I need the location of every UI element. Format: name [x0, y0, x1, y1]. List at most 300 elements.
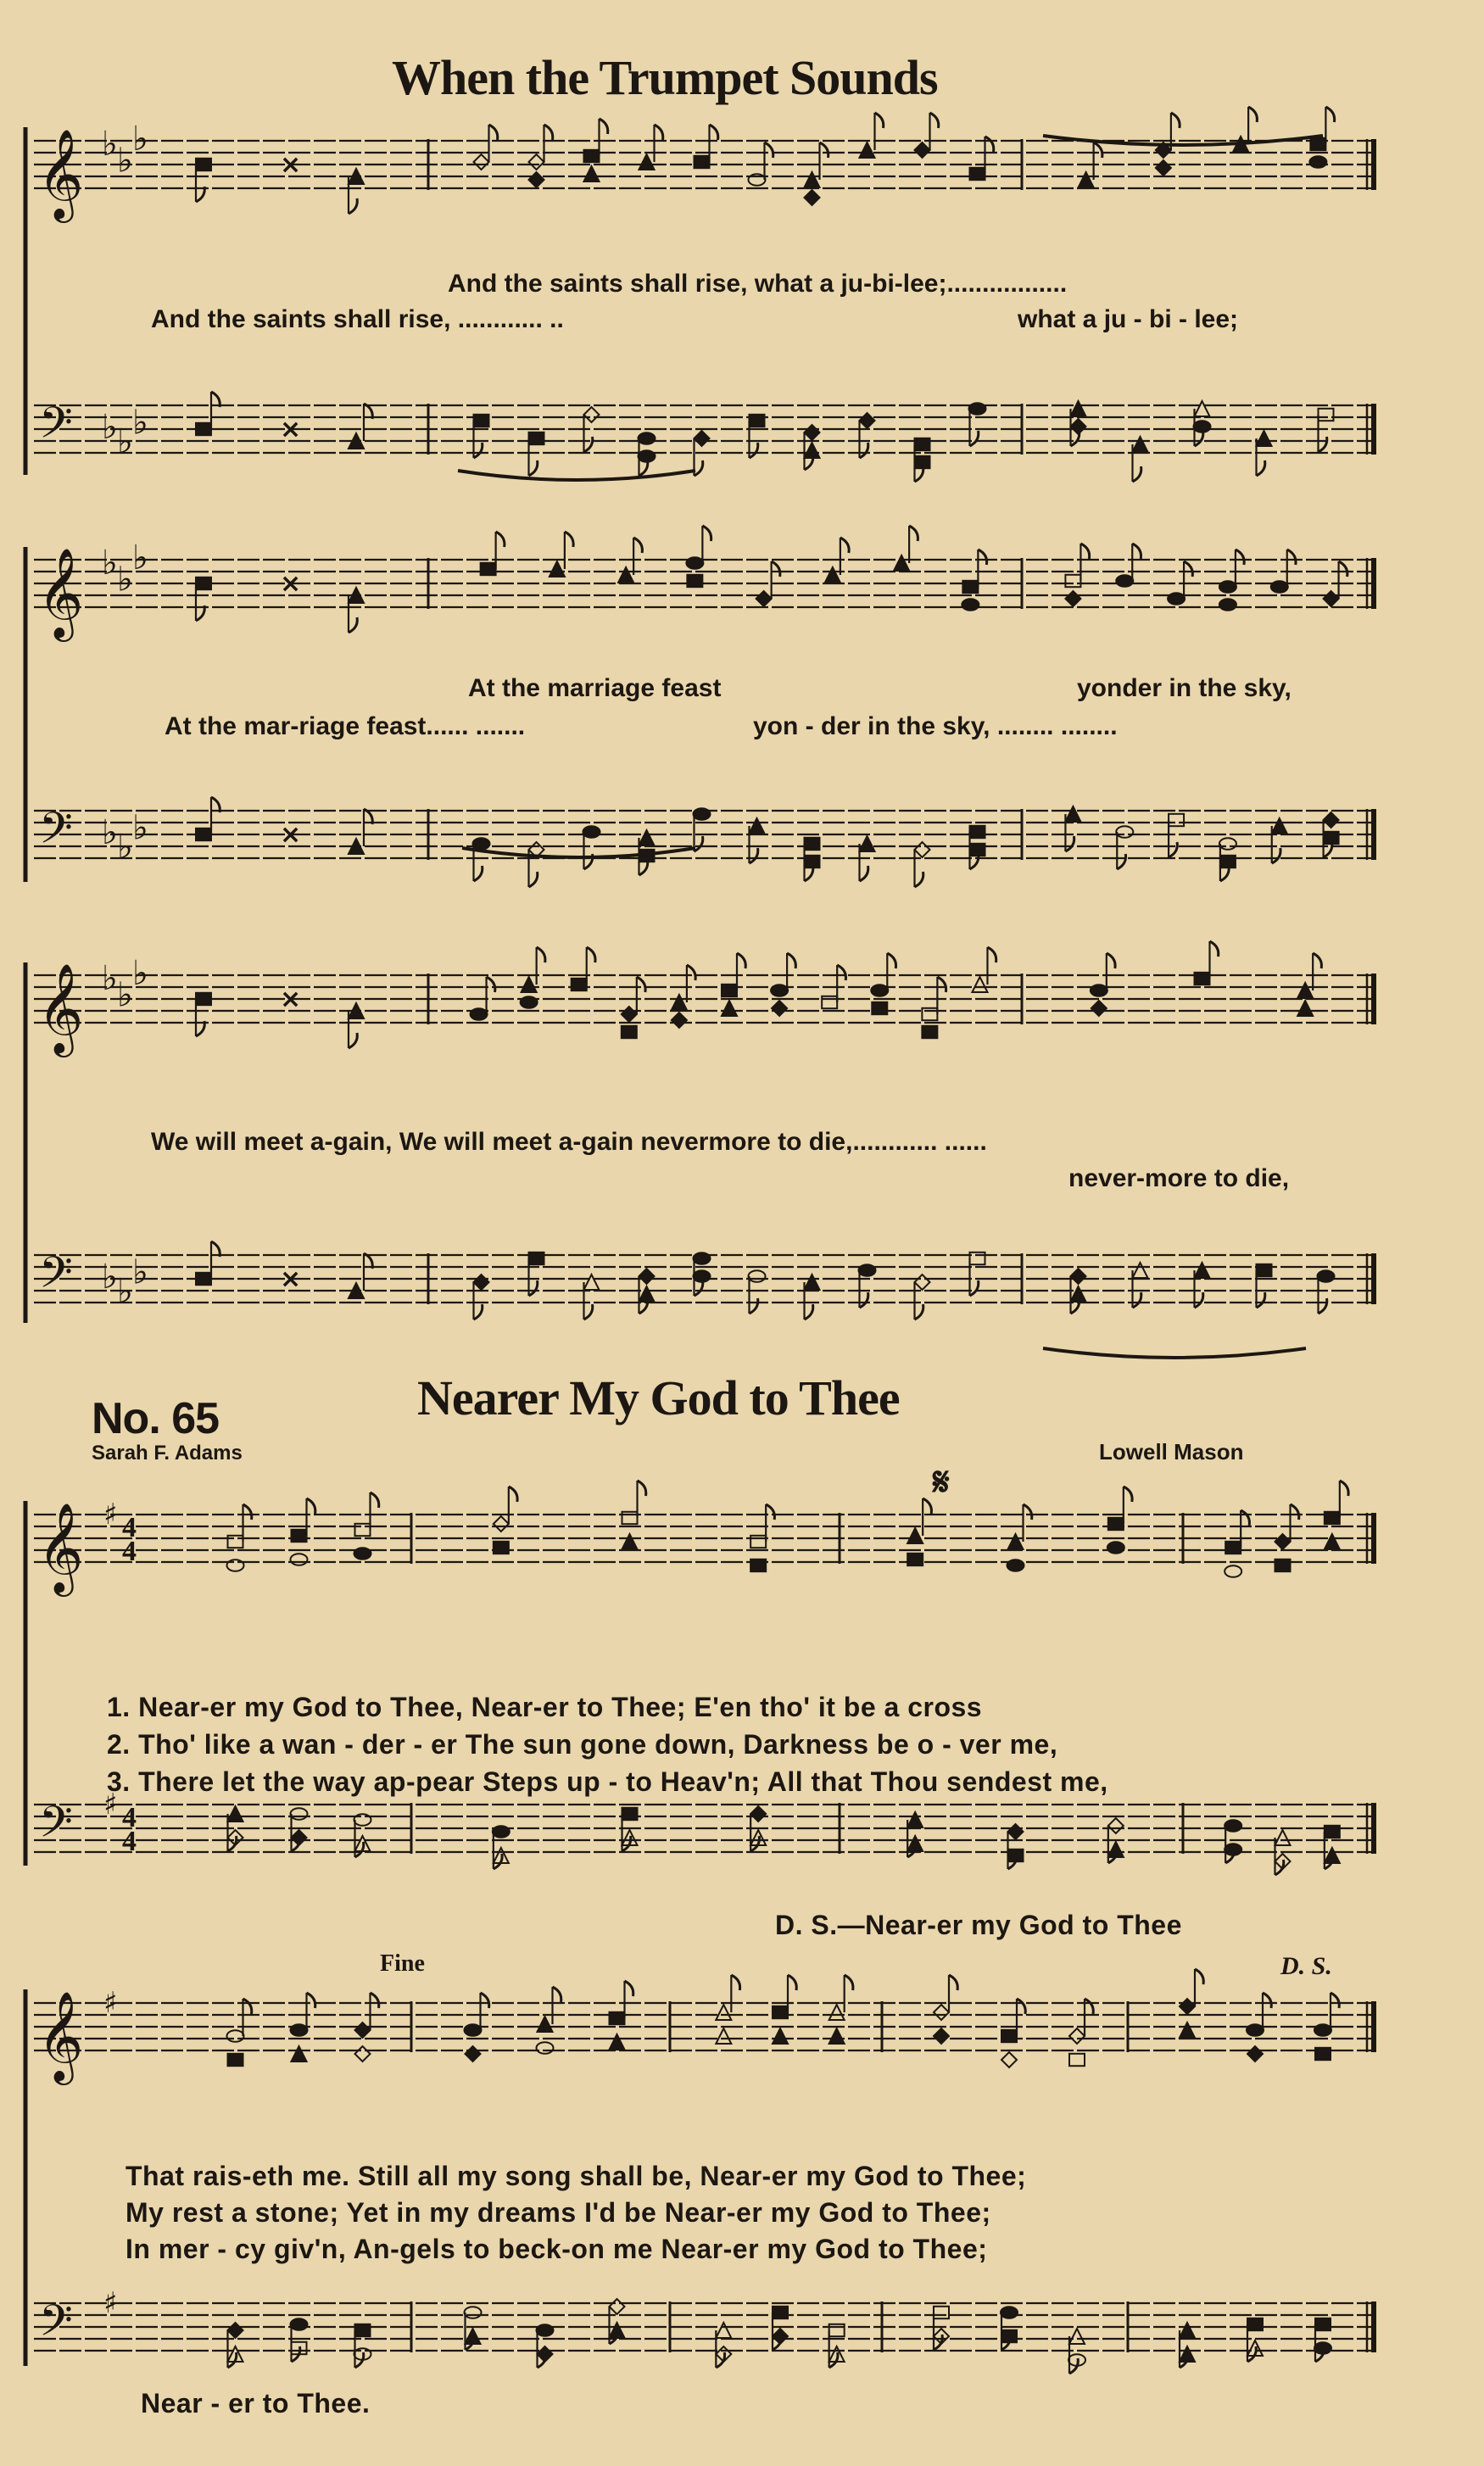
shape-note-head: [227, 1559, 244, 1571]
tie-slur: [458, 471, 695, 480]
shape-note-head: [354, 1548, 371, 1559]
shape-note-head: [610, 2012, 625, 2024]
shape-note-head: [538, 2346, 553, 2362]
note-flag: [474, 1304, 483, 1319]
tie-slur: [462, 848, 695, 857]
shape-note-head: [915, 438, 930, 450]
note-flag: [860, 866, 868, 881]
shape-note-head: [1008, 1824, 1024, 1839]
shape-note-head: [687, 575, 702, 587]
hymn-number: No. 65: [92, 1394, 220, 1443]
note-flag: [1319, 1298, 1327, 1314]
note-flag: [243, 1999, 252, 2014]
shape-note-head: [1325, 1848, 1340, 1863]
shape-note-head: [1324, 591, 1339, 606]
note-flag: [1124, 1487, 1132, 1502]
shape-note-head: [972, 977, 987, 992]
shape-note-head: [474, 154, 489, 170]
verse1-line2: That rais-eth me. Still all my song shall be, Near-er my God to Thee;: [126, 2161, 1027, 2191]
verse1-line1: 1. Near-er my God to Thee, Near-er to Thee; E'en tho' it be a cross: [107, 1692, 983, 1722]
shape-note-head: [1247, 2024, 1264, 2036]
shape-note-head: [639, 1286, 655, 1302]
song1-lyric-line1: And the saints shall rise, what a ju-bi-lee;.................: [448, 270, 1068, 298]
note-flag: [600, 119, 608, 134]
shape-note-head: [1257, 1264, 1272, 1276]
shape-note-head: [1180, 2323, 1195, 2338]
note-flag: [837, 965, 845, 980]
note-flag: [1339, 561, 1347, 577]
shape-note-head: [227, 2030, 244, 2042]
shape-note-head: [860, 836, 875, 851]
shape-note-head: [1310, 138, 1325, 150]
shape-note-head: [716, 2028, 731, 2044]
note-flag: [1257, 1292, 1265, 1308]
shape-note-head: [292, 2046, 307, 2062]
shape-note-head: [672, 995, 687, 1010]
shape-note-head: [1324, 832, 1339, 844]
flat-sign: ♭: [117, 975, 133, 1015]
shape-note-head: [1297, 1001, 1313, 1016]
shape-note-head: [572, 979, 587, 990]
bass-clef: 𝄢: [39, 397, 73, 459]
note-flag: [1169, 842, 1177, 857]
note-flag: [731, 1975, 739, 1990]
shape-note-head: [529, 172, 544, 187]
shape-note-head: [1008, 1850, 1024, 1861]
shape-note-head: [196, 993, 211, 1005]
shape-note-head: [1180, 2022, 1195, 2038]
shape-note-head: [695, 156, 710, 168]
note-flag: [481, 1993, 489, 2008]
shape-note-head: [915, 842, 930, 857]
shape-note-head: [970, 826, 985, 838]
flat-sign: ♭: [132, 808, 148, 848]
song2-author: Sarah F. Adams: [92, 1442, 243, 1465]
time-signature-top: 4: [122, 1802, 137, 1833]
shape-note-head: [1319, 409, 1334, 421]
shape-note-head: [639, 1269, 655, 1284]
shape-note-head: [618, 567, 633, 583]
shape-note-head: [1065, 591, 1080, 606]
note-flag: [937, 977, 946, 992]
shape-note-head: [1069, 2028, 1085, 2044]
verse3-line1: 3. There let the way ap-pear Steps up - to Heav'n; All that Thou sendest me,: [107, 1766, 1108, 1797]
song1-lyric-line4a: At the mar-riage feast...... .......: [165, 712, 526, 740]
shape-note-head: [1275, 1830, 1291, 1845]
shape-note-head: [494, 1542, 509, 1554]
note-flag: [1331, 1993, 1339, 2008]
shape-note-head: [722, 1001, 737, 1016]
bass-clef: 𝄢: [39, 802, 73, 864]
shape-note-head: [1065, 575, 1080, 587]
note-flag: [1319, 437, 1327, 452]
note-flag: [860, 443, 868, 458]
shape-note-head: [1247, 2046, 1263, 2062]
shape-note-head: [859, 1264, 876, 1276]
shape-note-head: [1133, 437, 1148, 452]
note-flag: [687, 965, 695, 980]
shape-note-head: [694, 808, 711, 820]
flat-sign: ♭: [132, 1253, 148, 1292]
note-flag: [1263, 1993, 1271, 2008]
shape-note-head: [1247, 2318, 1263, 2330]
flat-sign: ♭: [117, 560, 133, 600]
shape-note-head: [1225, 1844, 1241, 1855]
note-flag: [584, 437, 593, 452]
note-flag: [970, 1280, 979, 1296]
note-flag: [1132, 544, 1141, 559]
note-flag: [1107, 953, 1115, 968]
shape-note-head: [934, 2028, 949, 2044]
shape-note-head: [962, 599, 979, 611]
shape-note-head: [1194, 421, 1211, 432]
flat-sign: ♭: [102, 543, 118, 583]
verse3-line2: In mer - cy giv'n, An-gels to beck-on me Near-er my God to Thee;: [126, 2234, 988, 2264]
note-flag: [474, 866, 483, 881]
shape-note-head: [829, 2005, 845, 2020]
shape-note-head: [196, 159, 211, 170]
shape-note-head: [583, 826, 600, 838]
note-flag: [1184, 561, 1192, 577]
note-flag: [750, 443, 758, 458]
shape-note-head: [894, 555, 909, 571]
note-flag: [1210, 941, 1219, 957]
time-signature-bottom: 4: [122, 1536, 137, 1567]
shape-note-head: [1275, 1559, 1291, 1571]
shape-note-head: [610, 2299, 625, 2314]
shape-note-head: [805, 856, 820, 868]
note-flag: [1195, 1969, 1203, 1984]
sharp-sign: ♯: [103, 1788, 118, 1822]
note-flag: [1065, 836, 1074, 851]
shape-note-head: [529, 432, 544, 444]
shape-note-head: [493, 1826, 510, 1838]
time-signature-top: 4: [122, 1512, 137, 1543]
shape-note-head: [466, 2329, 481, 2344]
shape-note-head: [962, 581, 978, 593]
shape-note-head: [1069, 2329, 1085, 2344]
shape-note-head: [1314, 2024, 1331, 2036]
shape-note-head: [722, 985, 737, 996]
song1-lyric-line3a: At the marriage feast: [468, 674, 722, 702]
note-flag: [1133, 1292, 1141, 1308]
note-flag: [702, 526, 711, 541]
shape-note-head: [1108, 1842, 1124, 1857]
shape-note-head: [1071, 419, 1086, 434]
shape-note-head: [1156, 160, 1171, 176]
note-flag: [987, 947, 996, 962]
note-flag: [307, 1498, 315, 1514]
bass-clef: 𝄢: [39, 2295, 73, 2357]
note-flag: [985, 137, 994, 152]
shape-note-head: [970, 168, 985, 180]
treble-clef: 𝄞: [37, 128, 84, 219]
shape-note-head: [355, 2324, 371, 2336]
shape-note-head: [228, 2323, 243, 2338]
time-signature-bottom: 4: [122, 1826, 137, 1857]
shape-note-head: [773, 2329, 788, 2344]
note-flag: [633, 538, 642, 553]
shape-note-head: [907, 1554, 923, 1565]
shape-note-head: [228, 1806, 243, 1822]
shape-note-head: [529, 1253, 544, 1264]
flat-sign: ♭: [102, 124, 118, 164]
shape-note-head: [1195, 401, 1210, 416]
note-flag: [625, 1981, 633, 1996]
shape-note-head: [695, 431, 710, 446]
note-flag: [787, 953, 795, 968]
shape-note-head: [622, 1808, 638, 1820]
shape-note-head: [610, 2323, 625, 2338]
shape-note-head: [291, 2318, 308, 2330]
note-flag: [349, 198, 357, 214]
shape-note-head: [773, 2028, 788, 2044]
shape-note-head: [529, 154, 544, 170]
note-flag: [529, 460, 538, 476]
shape-note-head: [829, 2028, 845, 2044]
shape-note-head: [1220, 856, 1236, 868]
verse2-line2: My rest a stone; Yet in my dreams I'd be Near-er my God to Thee;: [126, 2197, 991, 2228]
shape-note-head: [1116, 575, 1133, 587]
note-flag: [509, 1487, 517, 1502]
shape-note-head: [1091, 985, 1107, 996]
note-flag: [1241, 1510, 1249, 1526]
note-flag: [820, 142, 828, 158]
note-flag: [1094, 142, 1102, 158]
rest-symbol: ×: [280, 569, 302, 599]
shape-note-head: [1180, 1999, 1195, 2014]
shape-note-head: [1275, 1534, 1291, 1549]
shape-note-head: [825, 567, 840, 583]
shape-note-head: [466, 2046, 481, 2062]
shape-note-head: [1315, 2048, 1331, 2060]
shape-note-head: [1071, 1286, 1086, 1302]
shape-note-head: [471, 1008, 488, 1020]
shape-note-head: [915, 456, 930, 468]
note-flag: [1313, 953, 1321, 968]
note-flag: [930, 113, 939, 128]
shape-note-head: [872, 1002, 887, 1014]
shape-note-head: [481, 563, 496, 575]
flat-sign: ♭: [132, 403, 148, 443]
shape-note-head: [1225, 1542, 1241, 1554]
note-flag: [1195, 1292, 1203, 1308]
shape-note-head: [473, 838, 490, 850]
sharp-sign: ♯: [103, 2286, 118, 2321]
shape-note-head: [474, 415, 489, 427]
shape-note-head: [750, 1806, 766, 1822]
note-flag: [875, 113, 884, 128]
rest-symbol: ×: [280, 985, 302, 1014]
note-flag: [710, 125, 718, 140]
note-flag: [978, 550, 986, 565]
shape-note-head: [772, 1001, 787, 1016]
shape-note-head: [1091, 1001, 1107, 1016]
shape-note-head: [1225, 1820, 1241, 1832]
shape-note-head: [860, 142, 875, 158]
shape-note-head: [871, 985, 888, 996]
song1-lyric-line4b: yon - der in the sky, ........ ........: [753, 712, 1118, 740]
note-flag: [243, 1504, 252, 1520]
note-flag: [923, 1498, 931, 1514]
note-flag: [1287, 550, 1296, 565]
shape-note-head: [228, 2054, 243, 2066]
song1-lyric-line2a: And the saints shall rise, ............ ..: [151, 305, 564, 333]
shape-note-head: [915, 1275, 930, 1290]
note-flag: [1080, 544, 1089, 559]
shape-note-head: [771, 985, 788, 996]
shape-note-head: [622, 1534, 638, 1549]
shape-note-head: [907, 1836, 923, 1851]
shape-note-head: [805, 443, 820, 458]
shape-note-head: [639, 450, 656, 462]
shape-note-head: [465, 2024, 482, 2036]
shape-note-head: [773, 2307, 788, 2318]
flat-sign: ♭: [117, 828, 133, 867]
note-flag: [1133, 466, 1141, 482]
shape-note-head: [1169, 814, 1184, 826]
shape-note-head: [694, 1270, 711, 1282]
shape-note-head: [538, 2017, 553, 2032]
shape-note-head: [610, 2034, 625, 2050]
flat-sign: ♭: [117, 1272, 133, 1311]
shape-note-head: [805, 1275, 820, 1290]
note-flag: [750, 848, 758, 863]
song1-lyric-line3b: yonder in the sky,: [1077, 674, 1292, 702]
shape-note-head: [1108, 1518, 1124, 1530]
shape-note-head: [1315, 2318, 1331, 2330]
note-flag: [915, 1304, 923, 1319]
note-flag: [772, 561, 780, 577]
shape-note-head: [537, 2042, 554, 2054]
note-flag: [474, 443, 483, 458]
shape-note-head: [1116, 826, 1133, 838]
shape-note-head: [1108, 1818, 1124, 1833]
shape-note-head: [1257, 431, 1272, 446]
song1-lyric-line2b: what a ju - bi - lee;: [1018, 305, 1239, 333]
treble-clef: 𝄞: [37, 1502, 84, 1593]
note-flag: [1236, 550, 1244, 565]
bass-clef: 𝄢: [39, 1796, 73, 1858]
shape-note-head: [756, 591, 772, 606]
note-flag: [1024, 1504, 1032, 1520]
shape-note-head: [1219, 838, 1236, 850]
shape-note-head: [537, 2324, 554, 2336]
shape-note-head: [805, 190, 820, 205]
note-flag: [1248, 107, 1257, 122]
shape-note-head: [521, 996, 538, 1008]
note-flag: [587, 947, 595, 962]
note-flag: [909, 526, 918, 541]
shape-note-head: [1071, 1269, 1086, 1284]
shape-note-head: [805, 172, 820, 187]
shape-note-head: [1271, 581, 1288, 593]
shape-note-head: [694, 1253, 711, 1264]
song1-lyric-line6: never-more to die,: [1068, 1164, 1290, 1192]
note-flag: [1340, 1481, 1348, 1496]
shape-note-head: [1008, 1534, 1024, 1549]
shape-note-head: [970, 844, 985, 856]
shape-note-head: [750, 818, 765, 834]
treble-clef: 𝄞: [37, 962, 84, 1053]
shape-note-head: [1001, 2030, 1017, 2042]
note-flag: [949, 1975, 957, 1990]
shape-note-head: [1318, 1270, 1335, 1282]
shape-note-head: [1219, 581, 1236, 593]
note-flag: [1291, 1504, 1299, 1520]
flat-sign: ♭: [117, 141, 133, 181]
shape-note-head: [522, 977, 537, 992]
shape-note-head: [686, 557, 703, 569]
shape-note-head: [550, 561, 565, 577]
note-flag: [584, 1304, 593, 1319]
treble-clef: 𝄞: [37, 547, 84, 638]
song1-lyric-line5: We will meet a-gain, We will meet a-gain nevermore to die,............ ......: [151, 1128, 987, 1156]
note-flag: [529, 872, 538, 887]
shape-note-head: [1324, 812, 1339, 828]
rest-symbol: ×: [280, 820, 302, 850]
rest-symbol: ×: [280, 415, 302, 444]
note-flag: [766, 1504, 774, 1520]
note-flag: [529, 1280, 538, 1296]
shape-note-head: [907, 1528, 923, 1543]
flat-sign: ♭: [132, 120, 148, 159]
shape-note-head: [860, 413, 875, 428]
shape-note-head: [639, 830, 655, 845]
shape-note-head: [494, 1516, 509, 1531]
shape-note-head: [805, 838, 820, 850]
shape-note-head: [292, 1830, 307, 1845]
shape-note-head: [584, 1275, 600, 1290]
note-flag: [496, 532, 505, 547]
flat-sign: ♭: [102, 1258, 118, 1297]
ds-lyric-line: D. S.—Near-er my God to Thee: [775, 1910, 1182, 1940]
ds-marking: D. S.: [1280, 1952, 1332, 1980]
shape-note-head: [354, 1814, 371, 1826]
flat-sign: ♭: [117, 422, 133, 461]
shape-note-head: [622, 1007, 637, 1022]
note-flag: [349, 1033, 357, 1048]
shape-note-head: [196, 829, 211, 840]
shape-note-head: [292, 1530, 307, 1542]
shape-note-head: [1309, 156, 1326, 168]
shape-note-head: [1133, 1263, 1148, 1278]
note-flag: [970, 431, 979, 446]
shape-note-head: [672, 1013, 687, 1028]
note-flag: [840, 538, 849, 553]
shape-note-head: [1195, 973, 1210, 985]
shape-note-head: [1069, 2054, 1085, 2066]
shape-note-head: [639, 154, 655, 170]
shape-note-head: [1225, 1565, 1241, 1577]
shape-note-head: [750, 415, 765, 427]
note-flag: [371, 1993, 379, 2008]
shape-note-head: [291, 1808, 308, 1820]
shape-note-head: [196, 423, 211, 435]
verse2-line1: 2. Tho' like a wan - der - er The sun gone down, Darkness be o - ver me,: [107, 1729, 1058, 1760]
shape-note-head: [1071, 401, 1086, 416]
note-flag: [1017, 1999, 1025, 2014]
note-flag: [637, 977, 645, 992]
note-flag: [1117, 854, 1125, 869]
shape-note-head: [1168, 593, 1185, 605]
shape-note-head: [749, 1270, 766, 1282]
note-flag: [887, 953, 895, 968]
shape-note-head: [934, 2005, 949, 2020]
shape-note-head: [584, 166, 600, 181]
shape-note-head: [750, 1559, 766, 1571]
rest-symbol: ×: [280, 150, 302, 180]
